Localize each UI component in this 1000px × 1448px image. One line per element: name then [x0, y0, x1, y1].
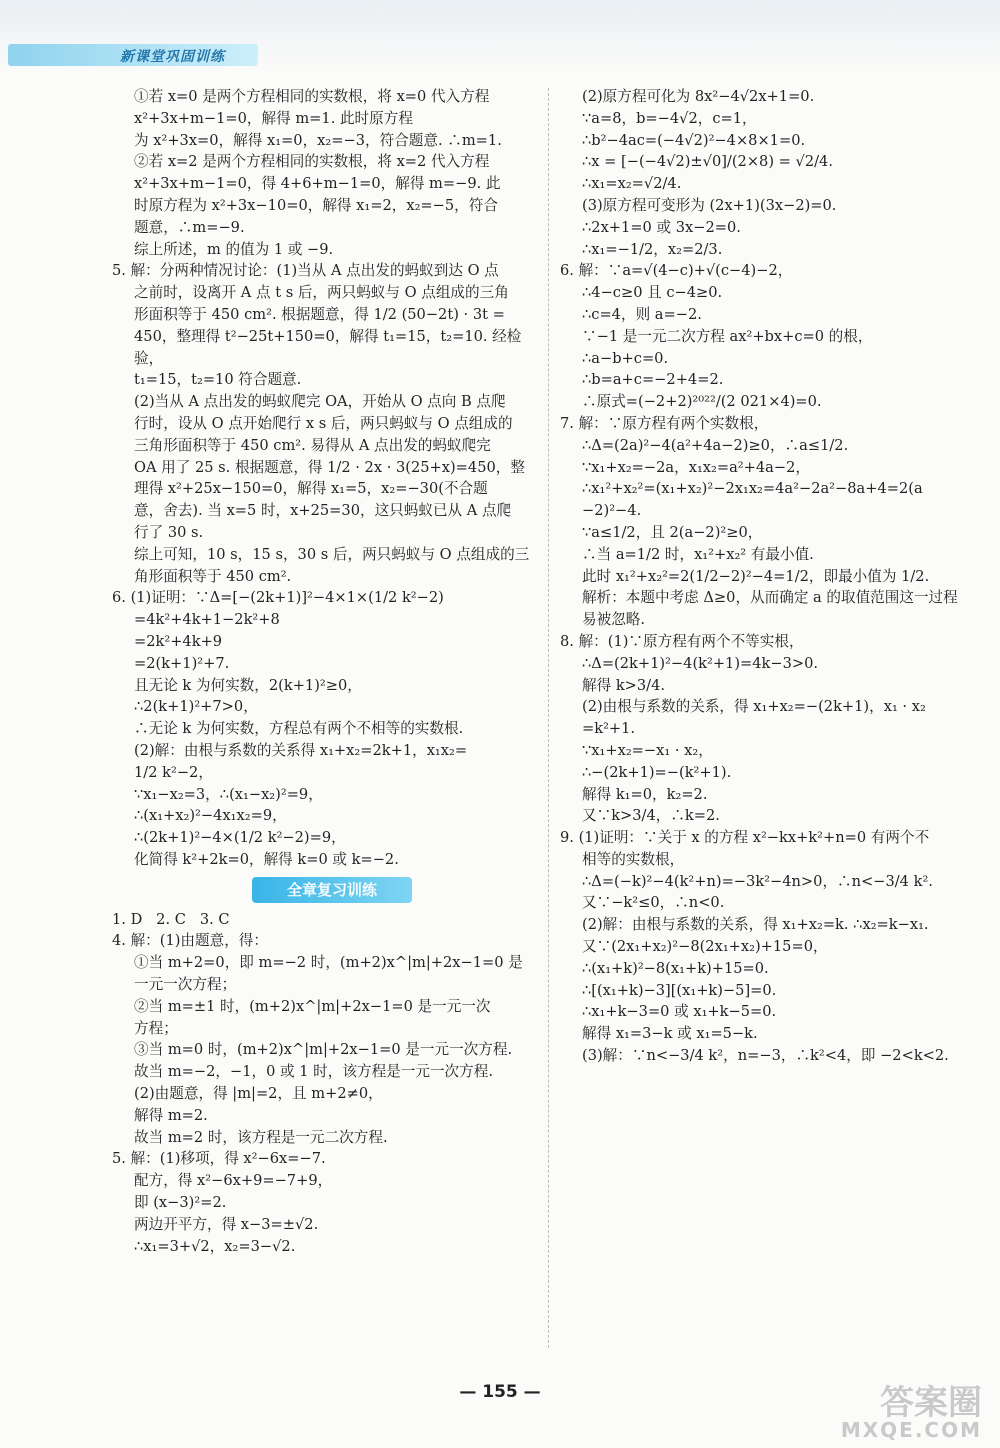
text-line: ∴无论 k 为何实数，方程总有两个不相等的实数根. — [134, 720, 464, 738]
text-line: 方程； — [134, 1019, 178, 1037]
text-line: ∴b²−4ac=(−4√2)²−4×8×1=0. — [582, 131, 806, 149]
text-line: ∴原式=(−2+2)²⁰²²/(2 021×4)=0. — [582, 393, 822, 411]
page-number: — 155 — — [459, 1382, 541, 1402]
text-line: 解得 m=2. — [134, 1106, 208, 1124]
text-line: ∴Δ=(2k+1)²−4(k²+1)=4k−3>0. — [582, 654, 819, 672]
text-line: ∴x₁=3+√2，x₂=3−√2. — [134, 1237, 296, 1255]
text-line: ∵a≤1/2，且 2(a−2)²≥0， — [582, 523, 763, 541]
text-line: =4k²+4k+1−2k²+8 — [134, 611, 280, 629]
text-line: 解得 k>3/4. — [582, 676, 666, 694]
right-column — [560, 86, 990, 1067]
text-line: 行了 30 s. — [134, 523, 204, 541]
text-line: 相等的实数根， — [582, 850, 685, 868]
text-line: ∴Δ=(2a)²−4(a²+4a−2)≥0，∴a≤1/2. — [582, 436, 849, 454]
watermark-logo — [832, 1383, 982, 1442]
text-line: 故当 m=−2，−1，0 或 1 时，该方程是一元一次方程. — [134, 1063, 493, 1081]
text-line: 两边开平方，得 x−3=±√2. — [134, 1215, 319, 1233]
text-line: 综上所述，m 的值为 1 或 −9. — [134, 240, 334, 258]
text-line: ∵x₁+x₂=−2a，x₁x₂=a²+4a−2， — [582, 458, 810, 476]
running-header: 新课堂巩固训练 — [120, 49, 225, 65]
text-line: OA 用了 25 s. 根据题意，得 1/2 · 2x · 3(25+x)=450，整 — [134, 458, 525, 476]
text-line: ∴Δ=(−k)²−4(k²+n)=−3k²−4n>0，∴n<−3/4 k². — [582, 872, 933, 890]
text-line: 一元一次方程； — [134, 976, 237, 994]
text-line: 三角形面积等于 450 cm². 易得从 A 点出发的蚂蚁爬完 — [134, 436, 491, 454]
text-line: ∵−1 是一元二次方程 ax²+bx+c=0 的根， — [582, 327, 873, 345]
text-line: ∴c=4，则 a=−2. — [582, 305, 702, 323]
left-column — [112, 86, 532, 1257]
text-line: (2)原方程可化为 8x²−4√2x+1=0. — [582, 88, 815, 105]
text-line: 形面积等于 450 cm². 根据题意，得 1/2 (50−2t) · 3t = — [134, 305, 505, 323]
text-line: ③当 m=0 时，(m+2)x^|m|+2x−1=0 是一元一次方程. — [134, 1041, 513, 1059]
text-line: x²+3x+m−1=0，得 4+6+m−1=0，解得 m=−9. 此 — [134, 175, 501, 193]
text-line: 故当 m=2 时，该方程是一元二次方程. — [134, 1128, 388, 1146]
text-line: ②当 m=±1 时，(m+2)x^|m|+2x−1=0 是一元一次 — [134, 997, 491, 1015]
text-line: 8. 解：(1)∵原方程有两个不等实根， — [560, 632, 804, 650]
text-line: 且无论 k 为何实数，2(k+1)²≥0， — [134, 676, 362, 694]
text-line: ∵x₁−x₂=3，∴(x₁−x₂)²=9， — [134, 785, 323, 803]
text-line: ∴x₁+k−3=0 或 x₁+k−5=0. — [582, 1003, 777, 1021]
text-line: 理得 x²+25x−150=0，解得 x₁=5，x₂=−30(不合题 — [134, 480, 488, 498]
text-line: (2)解：由根与系数的关系得 x₁+x₂=2k+1，x₁x₂= — [134, 741, 468, 759]
text-line: 即 (x−3)²=2. — [134, 1194, 227, 1212]
section-banner: 全章复习训练 — [252, 877, 412, 903]
text-line: ∴x₁=x₂=√2/4. — [582, 175, 682, 193]
text-line: 易被忽略. — [582, 611, 646, 629]
text-line: 化简得 k²+2k=0，解得 k=0 或 k=−2. — [134, 850, 399, 868]
text-line: ∴2x+1=0 或 3x−2=0. — [582, 218, 741, 236]
text-line: 1. D 2. C 3. C — [112, 910, 230, 928]
text-line: ∴(2k+1)²−4×(1/2 k²−2)=9， — [134, 829, 346, 847]
text-line: ∴(x₁+x₂)²−4x₁x₂=9， — [134, 807, 287, 825]
text-line: ∵x₁+x₂=−x₁ · x₂， — [582, 741, 713, 759]
text-line: =2k²+4k+9 — [134, 632, 223, 650]
text-line: 行时，设从 O 点开始爬行 x s 后，两只蚂蚁与 O 点组成的 — [134, 414, 513, 432]
text-line: ∴a−b+c=0. — [582, 349, 669, 367]
text-line: =k²+1. — [582, 720, 636, 738]
text-line: 6. 解：∵a=√(4−c)+√(c−4)−2， — [560, 262, 793, 280]
text-line: ∴4−c≥0 且 c−4≥0. — [582, 284, 723, 302]
text-line: ①当 m+2=0，即 m=−2 时，(m+2)x^|m|+2x−1=0 是 — [134, 954, 523, 972]
text-line: 7. 解：∵原方程有两个实数根， — [560, 414, 769, 432]
text-line: 450，整理得 t²−25t+150=0，解得 t₁=15，t₂=10. 经检验， — [134, 327, 522, 367]
text-line: (2)解：由根与系数的关系，得 x₁+x₂=k. ∴x₂=k−x₁. — [582, 916, 929, 934]
text-line: 又∵(2x₁+x₂)²−8(2x₁+x₂)+15=0， — [582, 938, 828, 956]
text-line: ∴(x₁+k)²−8(x₁+k)+15=0. — [582, 959, 769, 977]
text-line: 1/2 k²−2， — [134, 763, 213, 781]
text-line: 6. (1)证明：∵Δ=[−(2k+1)]²−4×1×(1/2 k²−2) — [112, 589, 444, 607]
text-line: ∴x = [−(−4√2)±√0]/(2×8) = √2/4. — [582, 153, 833, 171]
text-line: t₁=15，t₂=10 符合题意. — [134, 371, 302, 389]
text-line: 配方，得 x²−6x+9=−7+9， — [134, 1172, 333, 1190]
text-line: ∴−(2k+1)=−(k²+1). — [582, 763, 732, 781]
text-line: ∴x₁²+x₂²=(x₁+x₂)²−2x₁x₂=4a²−2a²−8a+4=2(a — [582, 480, 923, 498]
text-line: ∴[(x₁+k)−3][(x₁+k)−5]=0. — [582, 981, 777, 999]
text-line: ②若 x=2 是两个方程相同的实数根，将 x=2 代入方程 — [134, 153, 490, 171]
text-line: 4. 解：(1)由题意，得： — [112, 932, 268, 950]
text-line: (2)当从 A 点出发的蚂蚁爬完 OA，开始从 O 点向 B 点爬 — [134, 393, 506, 411]
watermark-text: 答案圈 — [880, 1383, 982, 1423]
text-line: 5. 解：(1)移项，得 x²−6x=−7. — [112, 1150, 326, 1168]
text-line: 综上可知，10 s，15 s，30 s 后，两只蚂蚁与 O 点组成的三 — [134, 545, 530, 563]
text-line: 解得 k₁=0，k₂=2. — [582, 785, 708, 803]
text-line: (2)由题意，得 |m|=2，且 m+2≠0， — [134, 1085, 383, 1103]
text-line: 9. (1)证明：∵关于 x 的方程 x²−kx+k²+n=0 有两个不 — [560, 829, 930, 847]
text-line: 为 x²+3x=0，解得 x₁=0，x₂=−3，符合题意. ∴m=1. — [134, 131, 502, 149]
text-line: 解析：本题中考虑 Δ≥0，从而确定 a 的取值范围这一过程 — [582, 589, 958, 607]
text-line: ∴2(k+1)²+7>0， — [134, 698, 258, 716]
text-line: 5. 解：分两种情况讨论：(1)当从 A 点出发的蚂蚁到达 O 点 — [112, 262, 499, 280]
text-line: (2)由根与系数的关系，得 x₁+x₂=−(2k+1)，x₁ · x₂ — [582, 698, 926, 716]
watermark-site: MXQE.COM — [840, 1418, 982, 1442]
text-line: 又∵k>3/4，∴k=2. — [582, 807, 720, 825]
text-line: 解得 x₁=3−k 或 x₁=5−k. — [582, 1025, 758, 1043]
text-line: 又∵−k²≤0，∴n<0. — [582, 894, 725, 912]
text-line: ①若 x=0 是两个方程相同的实数根，将 x=0 代入方程 — [134, 88, 490, 105]
text-line: (3)解：∵n<−3/4 k²，n=−3，∴k²<4，即 −2<k<2. — [582, 1047, 949, 1065]
text-line: 意，舍去). 当 x=5 时，x+25=30，这只蚂蚁已从 A 点爬 — [134, 502, 512, 520]
text-line: ∵a=8，b=−4√2，c=1， — [582, 109, 757, 127]
column-divider — [548, 88, 549, 1348]
text-line: ∴x₁=−1/2，x₂=2/3. — [582, 240, 723, 258]
text-line: 角形面积等于 450 cm². — [134, 567, 292, 585]
text-line: ∴b=a+c=−2+4=2. — [582, 371, 724, 389]
text-line: ∴当 a=1/2 时，x₁²+x₂² 有最小值. — [582, 545, 814, 563]
text-line: x²+3x+m−1=0，解得 m=1. 此时原方程 — [134, 109, 413, 127]
text-line: 题意，∴m=−9. — [134, 218, 245, 236]
text-line: 此时 x₁²+x₂²=2(1/2−2)²−4=1/2，即最小值为 1/2. — [582, 567, 930, 585]
text-line: 之前时，设离开 A 点 t s 后，两只蚂蚁与 O 点组成的三角 — [134, 284, 509, 302]
text-line: −2)²−4. — [582, 502, 642, 520]
text-line: 时原方程为 x²+3x−10=0，解得 x₁=2，x₂=−5，符合 — [134, 196, 498, 214]
text-line: (3)原方程可变形为 (2x+1)(3x−2)=0. — [582, 196, 837, 214]
text-line: =2(k+1)²+7. — [134, 654, 230, 672]
